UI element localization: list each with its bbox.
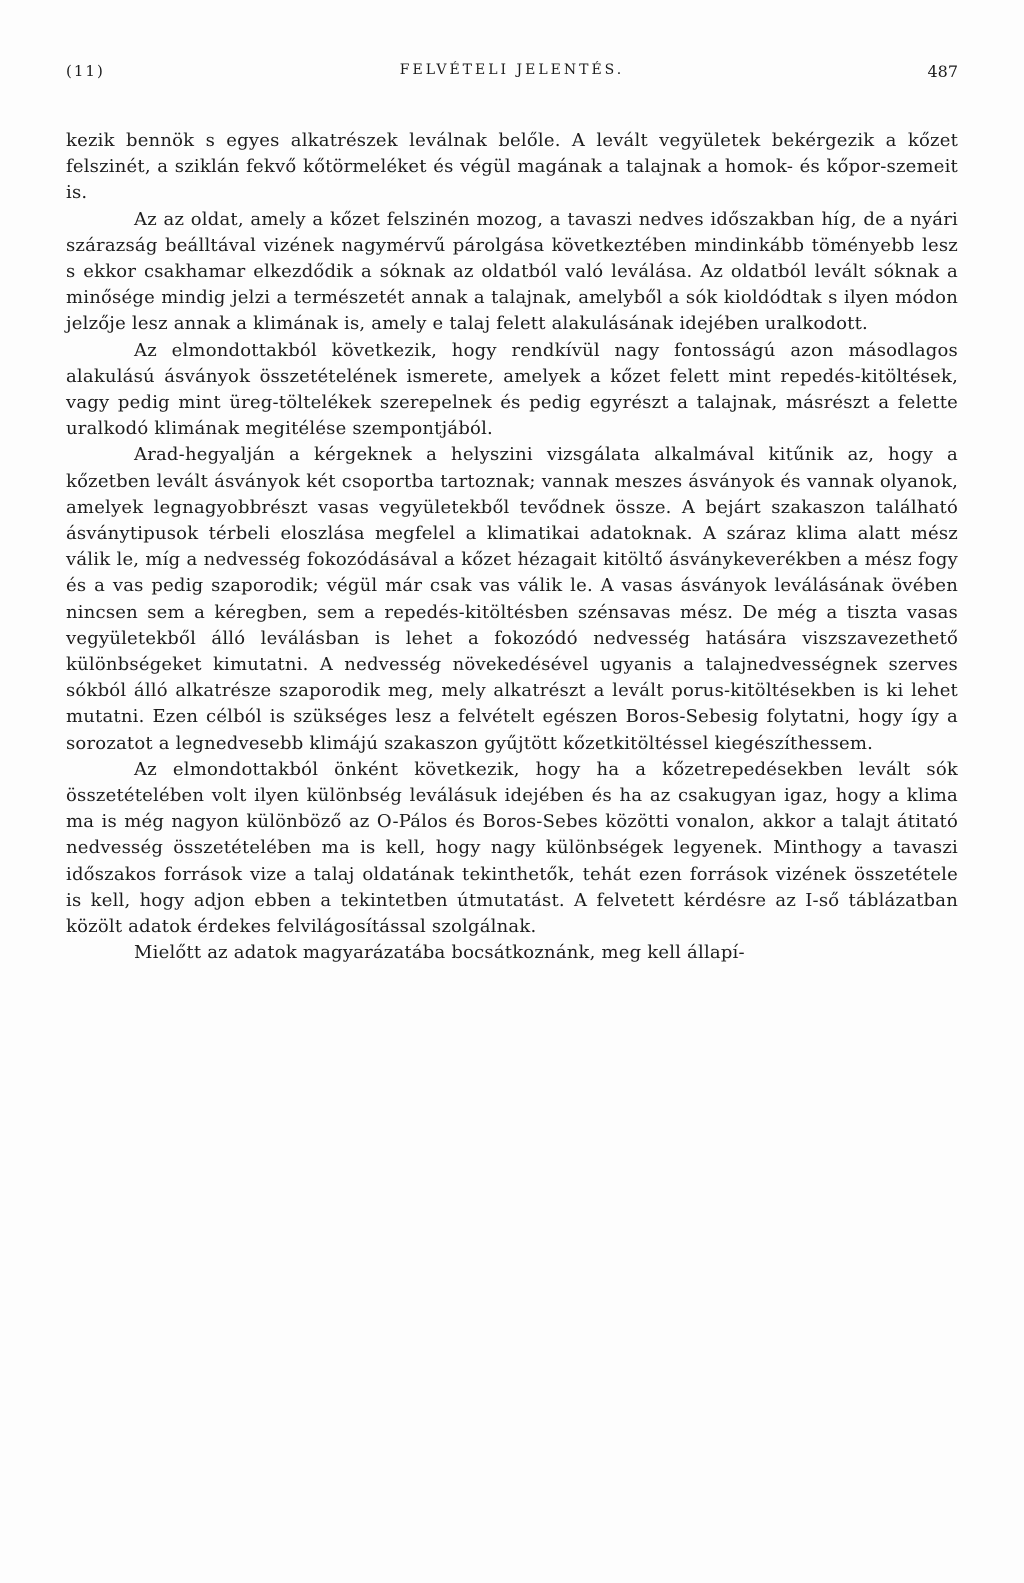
paragraph: Az elmondottakból önként következik, hogy ha a kőzetrepedésekben levált sók összetételében volt ilyen különbség leválásuk idejében és ha az csakugyan igaz, hogy a klima ma is még nagyon különböző az O-Pálos és Boros-Sebes közötti vonalon, akkor a talajt átitató nedvesség összetételében ma is kell, hogy nagy különbségek legyenek. Minthogy a tavaszi időszakos források vize a talaj oldatának tekinthetők, tehát ezen források vizének összetétele is kell, hogy adjon ebben a tekintetben útmutatást. A felvetett kérdésre az I-ső táblázatban közölt adatok érdekes felvilágosítással szolgálnak. <box>66 758 958 938</box>
running-title: FELVÉTELI JELENTÉS. <box>399 62 625 78</box>
page-number: 487 <box>927 62 958 81</box>
section-number: (11) <box>66 62 105 80</box>
paragraph: kezik bennök s egyes alkatrészek leválnak belőle. A levált vegyületek bekérgezik a kőzet felszinét, a sziklán fekvő kőtörmeléket és végül magának a talajnak a homok- és kőpor-szemeit is. <box>66 130 958 204</box>
paragraph: Az elmondottakból következik, hogy rendkívül nagy fontosságú azon másodlagos alakulású ásványok összetételének ismerete, amelyek a kőzet felett mint repedés-kitöltések, vagy pedig mint üreg-töltelékek szerepelnek és pedig egyrészt a talajnak, másrészt a felette uralkodó klimának megitélése szempontjából. <box>66 339 958 440</box>
paragraph: Mielőtt az adatok magyarázatába bocsátkoznánk, meg kell állapí- <box>134 942 745 964</box>
body-text <box>66 128 958 967</box>
paragraph: Az az oldat, amely a kőzet felszinén mozog, a tavaszi nedves időszakban híg, de a nyári szárazság beálltával vizének nagymérvű párolgása következtében mindinkább töményebb lesz s ekkor csakhamar elkezdődik a sóknak az oldatból való leválása. Az oldatból levált sóknak a minősége mindig jelzi a természetét annak a talajnak, amelyből a sók kioldódtak s ilyen módon jelzője lesz annak a klimának is, amely e talaj felett alakulásának idejében uralkodott. <box>66 208 958 335</box>
paragraph: Arad-hegyalján a kérgeknek a helyszini vizsgálata alkalmával kitűnik az, hogy a kőzetben levált ásványok két csoportba tartoznak; vannak meszes ásványok és vannak olyanok, amelyek legnagyobbrészt vasas vegyületekből tevődnek össze. A bejárt szakaszon található ásványtipusok térbeli eloszlása megfelel a klimatikai adatoknak. A száraz klima alatt mész válik le, míg a nedvesség fokozódásával a kőzet hézagait kitöltő ásványkeverékben a mész fogy és a vas pedig szaporodik; végül már csak vas válik le. A vasas ásványok leválásának övében nincsen sem a kéregben, sem a repedés-kitöltésben szénsavas mész. De még a tiszta vasas vegyületekből álló leválásban is lehet a fokozódó nedvesség hatására viszszavezethető különbségeket kimutatni. A nedvesség növekedésével ugyanis a talajnedvességnek szerves sókból álló alkatrésze szaporodik meg, mely alkatrészt a levált porus-kitöltésekben is ki lehet mutatni. Ezen célból is szükséges lesz a felvételt egészen Boros-Sebesig folytatni, hogy így a sorozatot a legnedvesebb klimájú szakaszon gyűjtött kőzetkitöltéssel kiegészíthessem. <box>66 444 958 754</box>
running-header <box>66 62 958 86</box>
